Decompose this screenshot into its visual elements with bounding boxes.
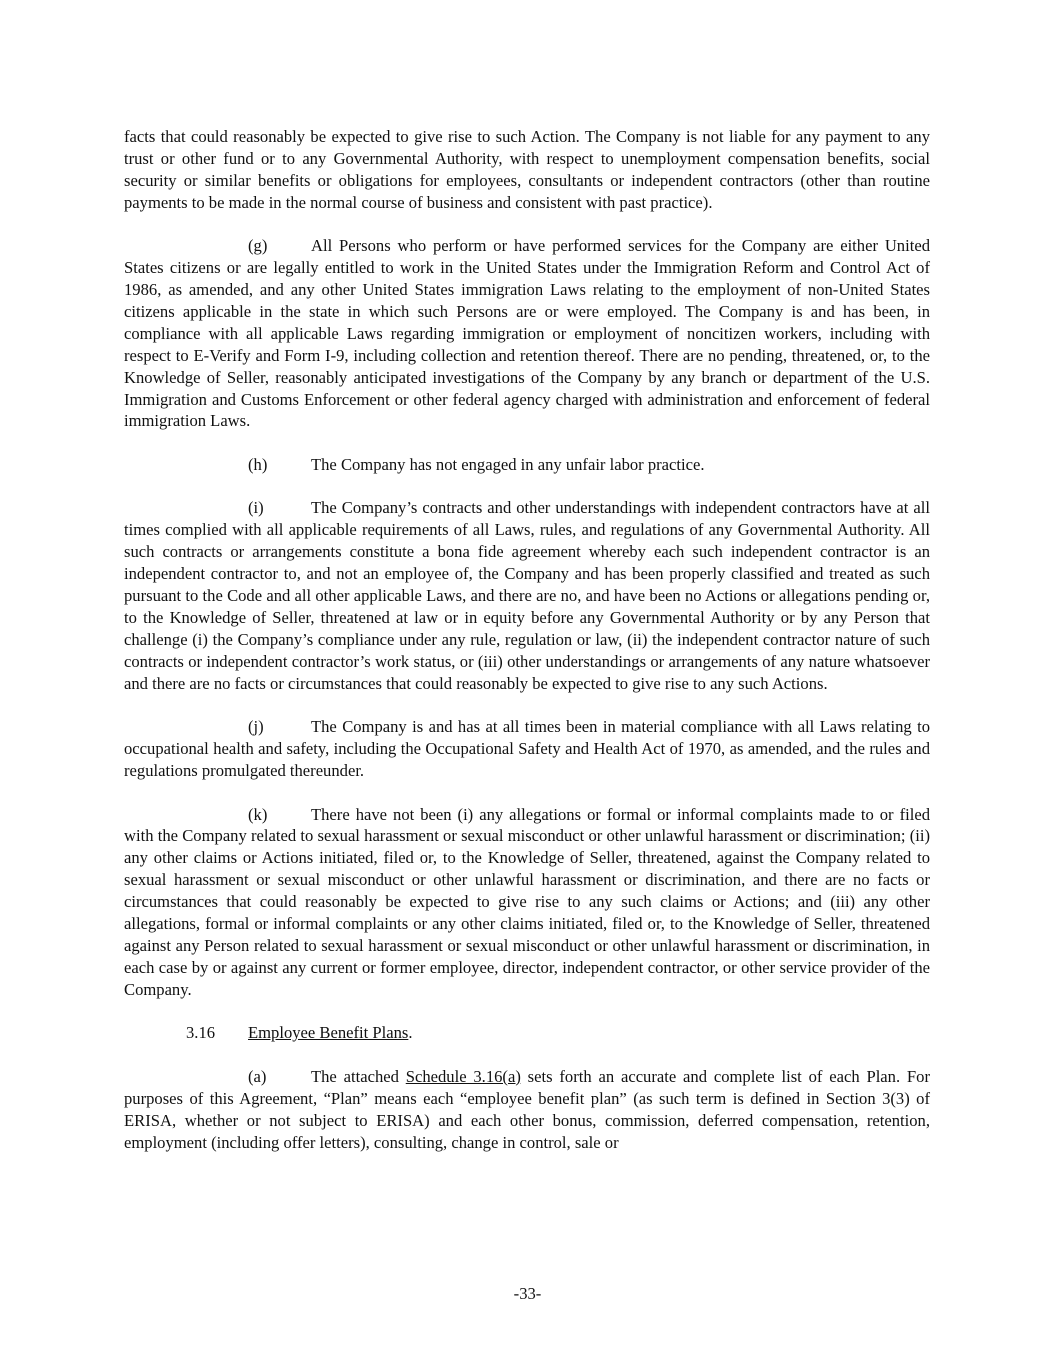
paragraph-j-marker: (j) [248, 717, 264, 737]
page-number: -33- [513, 1284, 542, 1303]
paragraph-i-marker: (i) [248, 498, 264, 518]
section-heading-3-16 [124, 1022, 930, 1044]
paragraph-g-marker: (g) [248, 236, 268, 256]
section-title-period: . [408, 1023, 413, 1043]
paragraph-k-text: There have not been (i) any allegations or formal or informal complaints made to or filed with the Company related to sexual harassment or sexual misconduct or other unlawful harassment or discrimination; (ii) any other claims or Actions initiated, filed or, to the Knowledge of Seller, threatened, against the Company related to sexual harassment or sexual misconduct or other unlawful harassment or discrimination, and there are no facts or circumstances that could reasonably be expected to give rise to any such claims or Actions; and (iii) any other allegations, formal or informal complaints or any other claims initiated, filed or, to the Knowledge of Seller, threatened against any Person related to sexual harassment or sexual misconduct or other unlawful harassment or discrimination, in each case by or against any current or former employee, director, independent contractor, or other service provider of the Company. [124, 804, 930, 999]
paragraph-h [124, 454, 930, 476]
paragraph-g [124, 235, 930, 432]
paragraph-i [124, 497, 930, 694]
paragraph-g-text: All Persons who perform or have performed services for the Company are either United States citizens or are legally entitled to work in the United States under the Immigration Reform and Control Act of 1986, as amended, and any other United States immigration Laws relating to the employment of non-United States citizens applicable in the state in which such Persons are or were employed. The Company is and has been, in compliance with all applicable Laws regarding immigration or employment of noncitizen workers, including with respect to E-Verify and Form I-9, including collection and retention thereof. There are no pending, threatened, or, to the Knowledge of Seller, reasonably anticipated investigations of the Company by any branch or department of the U.S. Immigration and Customs Enforcement or other federal agency charged with administration and enforcement of federal immigration Laws. [124, 236, 930, 431]
paragraph-a [124, 1066, 930, 1154]
paragraph-h-text: The Company has not engaged in any unfair labor practice. [311, 454, 705, 474]
schedule-reference-link: Schedule 3.16(a) [405, 1066, 521, 1086]
paragraph-i-text: The Company’s contracts and other understandings with independent contractors have at all times complied with all applicable requirements of all Laws, rules, and regulations of any Governmental Authority. All such contracts or arrangements constitute a bona fide agreement whereby each such independent contractor is an independent contractor to, and not an employee of, the Company and has been properly classified and treated as such pursuant to the Code and all other applicable Laws, and there are no, and have been no Actions or allegations pending or, to the Knowledge of Seller, threatened at law or in equity before any Governmental Authority or by any Person that challenge (i) the Company’s compliance under any rule, regulation or law, (ii) the independent contractor nature of such contracts or independent contractor’s work status, or (iii) other understandings or arrangements of any nature whatsoever and there are no facts or circumstances that could reasonably be expected to give rise to any such Actions. [124, 498, 930, 693]
paragraph-a-text-before: The attached [311, 1066, 406, 1086]
section-number: 3.16 [186, 1023, 216, 1043]
paragraph-j [124, 716, 930, 782]
paragraph-k-marker: (k) [248, 804, 268, 824]
paragraph-a-marker: (a) [248, 1066, 267, 1086]
paragraph-continuation: facts that could reasonably be expected to give rise to such Action. The Company is not liable for any payment to any trust or other fund or to any Governmental Authority, with respect to unemployment compensation benefits, social security or similar benefits or obligations for employees, consultants or independent contractors (other than routine payments to be made in the normal course of business and consistent with past practice). [124, 127, 930, 212]
paragraph-h-marker: (h) [248, 454, 268, 474]
paragraph-k [124, 804, 930, 1001]
section-title: Employee Benefit Plans [248, 1023, 409, 1043]
document-page [124, 126, 930, 1175]
paragraph-a-text-after: sets forth an accurate and complete list of each Plan. For purposes of this Agreement, “Plan” means each “employee benefit plan” (as such term is defined in Section 3(3) of ERISA, whether or not subject to ERISA) and each other bonus, commission, deferred compensation, retention, employment (including offer letters), consulting, change in control, sale or [124, 1066, 930, 1152]
paragraph-j-text: The Company is and has at all times been in material compliance with all Laws relating to occupational health and safety, including the Occupational Safety and Health Act of 1970, as amended, and the rules and regulations promulgated thereunder. [124, 717, 930, 781]
